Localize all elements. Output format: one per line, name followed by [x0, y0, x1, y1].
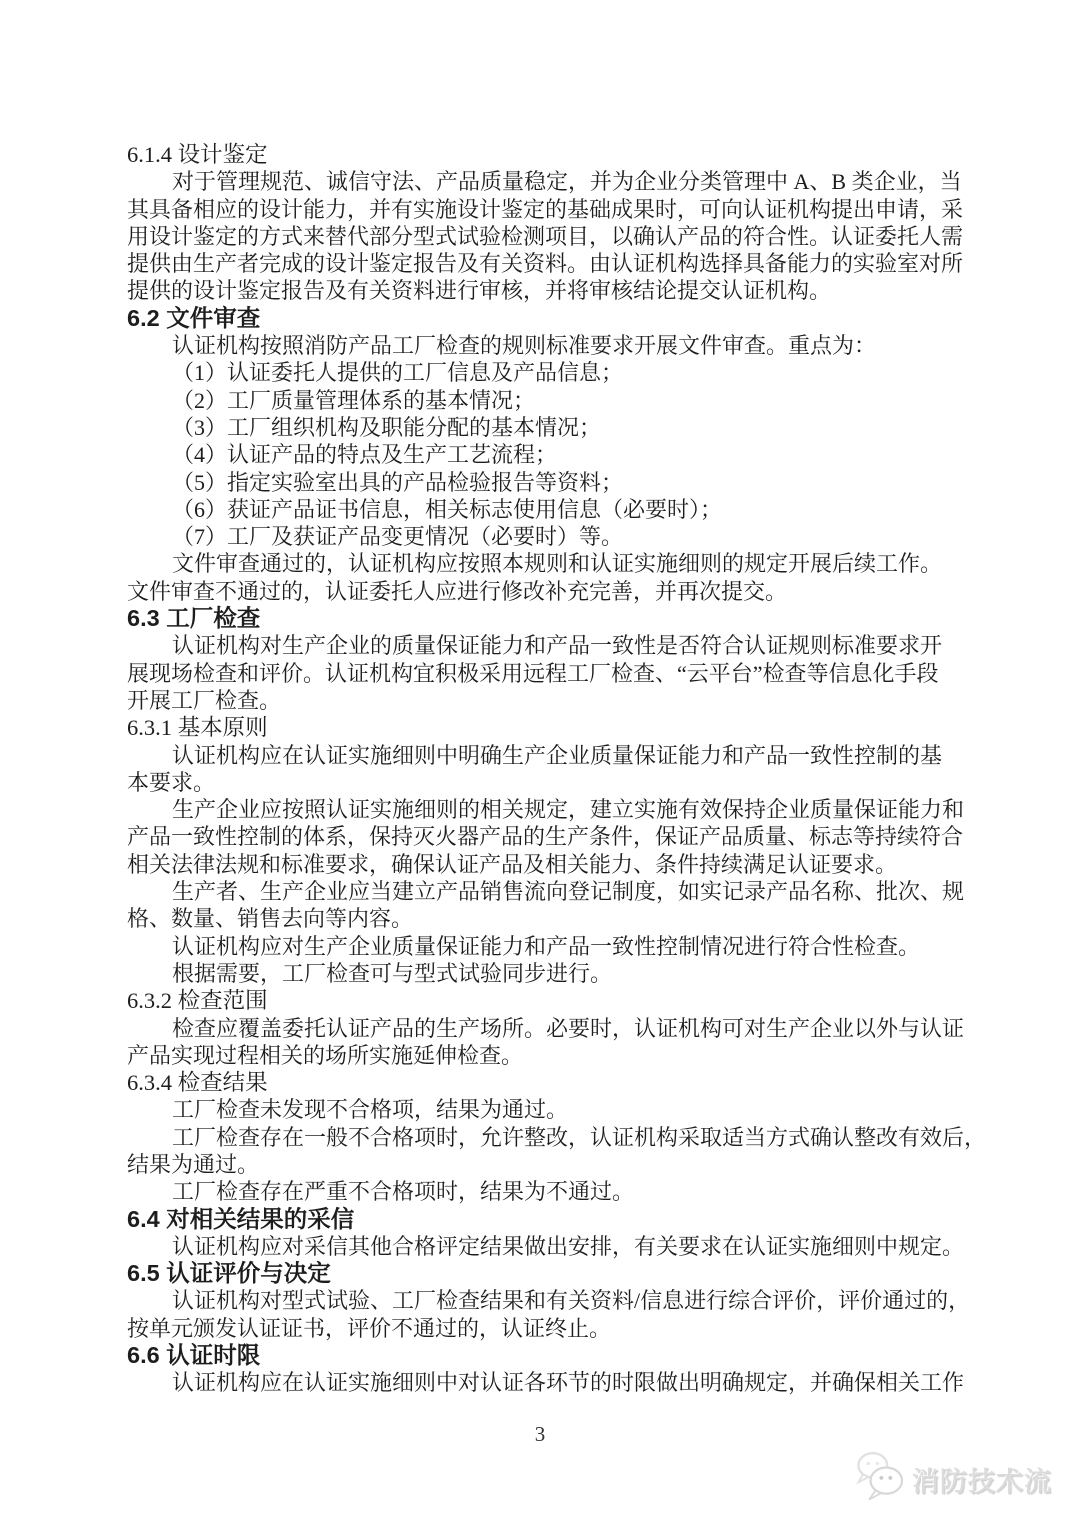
- text-line: （7）工厂及获证产品变更情况（必要时）等。: [172, 524, 624, 550]
- text-line: 产品一致性控制的体系，保持灭火器产品的生产条件，保证产品质量、标志等持续符合: [127, 824, 964, 850]
- watermark: [853, 1448, 1052, 1511]
- text-line: 认证机构应对采信其他合格评定结果做出安排，有关要求在认证实施细则中规定。: [172, 1233, 965, 1259]
- text-line: 生产企业应按照认证实施细则的相关规定，建立实施有效保持企业质量保证能力和: [172, 797, 965, 823]
- text-line: 格、数量、销售去向等内容。: [127, 906, 414, 932]
- text-line: 工厂检查未发现不合格项，结果为通过。: [172, 1097, 569, 1123]
- text-line: 展现场检查和评价。认证机构宜积极采用远程工厂检查、“云平台”检查等信息化手段: [127, 660, 939, 686]
- section-heading: 6.1.4 设计鉴定: [127, 142, 268, 167]
- text-line: 认证机构对生产企业的质量保证能力和产品一致性是否符合认证规则标准要求开: [172, 633, 943, 659]
- text-line: 工厂检查存在严重不合格项时，结果为不通过。: [172, 1179, 635, 1205]
- text-line: 提供的设计鉴定报告及有关资料进行审核，并将审核结论提交认证机构。: [127, 278, 832, 304]
- text-line: （5）指定实验室出具的产品检验报告等资料；: [172, 469, 624, 495]
- text-line: 提供由生产者完成的设计鉴定报告及有关资料。由认证机构选择具备能力的实验室对所: [127, 251, 964, 277]
- text-line: 用设计鉴定的方式来替代部分型式试验检测项目，以确认产品的符合性。认证委托人需: [127, 223, 964, 249]
- text-line: 认证机构应对生产企业质量保证能力和产品一致性控制情况进行符合性检查。: [172, 933, 921, 959]
- section-heading: 6.2 文件审查: [127, 304, 261, 331]
- section-heading: 6.3.2 检查范围: [127, 988, 268, 1014]
- text-line: （3）工厂组织机构及职能分配的基本情况；: [172, 414, 602, 440]
- section-heading: 6.6 认证时限: [127, 1342, 261, 1369]
- text-line: 认证机构按照消防产品工厂检查的规则标准要求开展文件审查。重点为：: [172, 333, 877, 359]
- wechat-logo-icon: [853, 1448, 907, 1511]
- text-line: 文件审查不通过的，认证委托人应进行修改补充完善，并再次提交。: [127, 578, 788, 604]
- text-line: （4）认证产品的特点及生产工艺流程；: [172, 442, 558, 468]
- text-line: 本要求。: [127, 769, 216, 795]
- section-heading: 6.5 认证评价与决定: [127, 1260, 331, 1287]
- text-line: 认证机构应在认证实施细则中明确生产企业质量保证能力和产品一致性控制的基: [172, 742, 943, 768]
- text-line: （6）获证产品证书信息，相关标志使用信息（必要时）；: [172, 496, 723, 522]
- text-line: 工厂检查存在一般不合格项时，允许整改，认证机构采取适当方式确认整改有效后，: [172, 1124, 987, 1150]
- section-heading: 6.3 工厂检查: [127, 605, 261, 632]
- text-line: 认证机构对型式试验、工厂检查结果和有关资料/信息进行综合评价，评价通过的，: [172, 1288, 971, 1314]
- text-line: 根据需要，工厂检查可与型式试验同步进行。: [172, 960, 613, 986]
- page-number: 3: [534, 1422, 546, 1446]
- section-heading: 6.3.1 基本原则: [127, 715, 268, 741]
- text-line: 生产者、生产企业应当建立产品销售流向登记制度，如实记录产品名称、批次、规: [172, 879, 965, 905]
- text-line: 结果为通过。: [127, 1151, 260, 1177]
- text-line: 按单元颁发认证证书，评价不通过的，认证终止。: [127, 1315, 612, 1341]
- section-heading: 6.4 对相关结果的采信: [127, 1205, 355, 1232]
- text-line: 认证机构应在认证实施细则中对认证各环节的时限做出明确规定，并确保相关工作: [172, 1370, 965, 1396]
- section-heading: 6.3.4 检查结果: [127, 1070, 268, 1096]
- text-line: （2）工厂质量管理体系的基本情况；: [172, 387, 536, 413]
- text-line: 开展工厂检查。: [127, 687, 282, 713]
- document-body: [127, 141, 987, 1397]
- text-line: 文件审查通过的，认证机构应按照本规则和认证实施细则的规定开展后续工作。: [172, 551, 943, 577]
- text-line: 相关法律法规和标准要求，确保认证产品及相关能力、条件持续满足认证要求。: [127, 851, 898, 877]
- text-line: 其具备相应的设计能力，并有实施设计鉴定的基础成果时，可向认证机构提出申请，采: [127, 196, 964, 222]
- text-line: 检查应覆盖委托认证产品的生产场所。必要时，认证机构可对生产企业以外与认证: [172, 1015, 965, 1041]
- text-line: 对于管理规范、诚信守法、产品质量稳定，并为企业分类管理中 A、B 类企业，当: [172, 169, 962, 195]
- watermark-text: 消防技术流: [912, 1467, 1052, 1497]
- text-line: （1）认证委托人提供的工厂信息及产品信息；: [172, 360, 624, 386]
- text-line: 产品实现过程相关的场所实施延伸检查。: [127, 1042, 524, 1068]
